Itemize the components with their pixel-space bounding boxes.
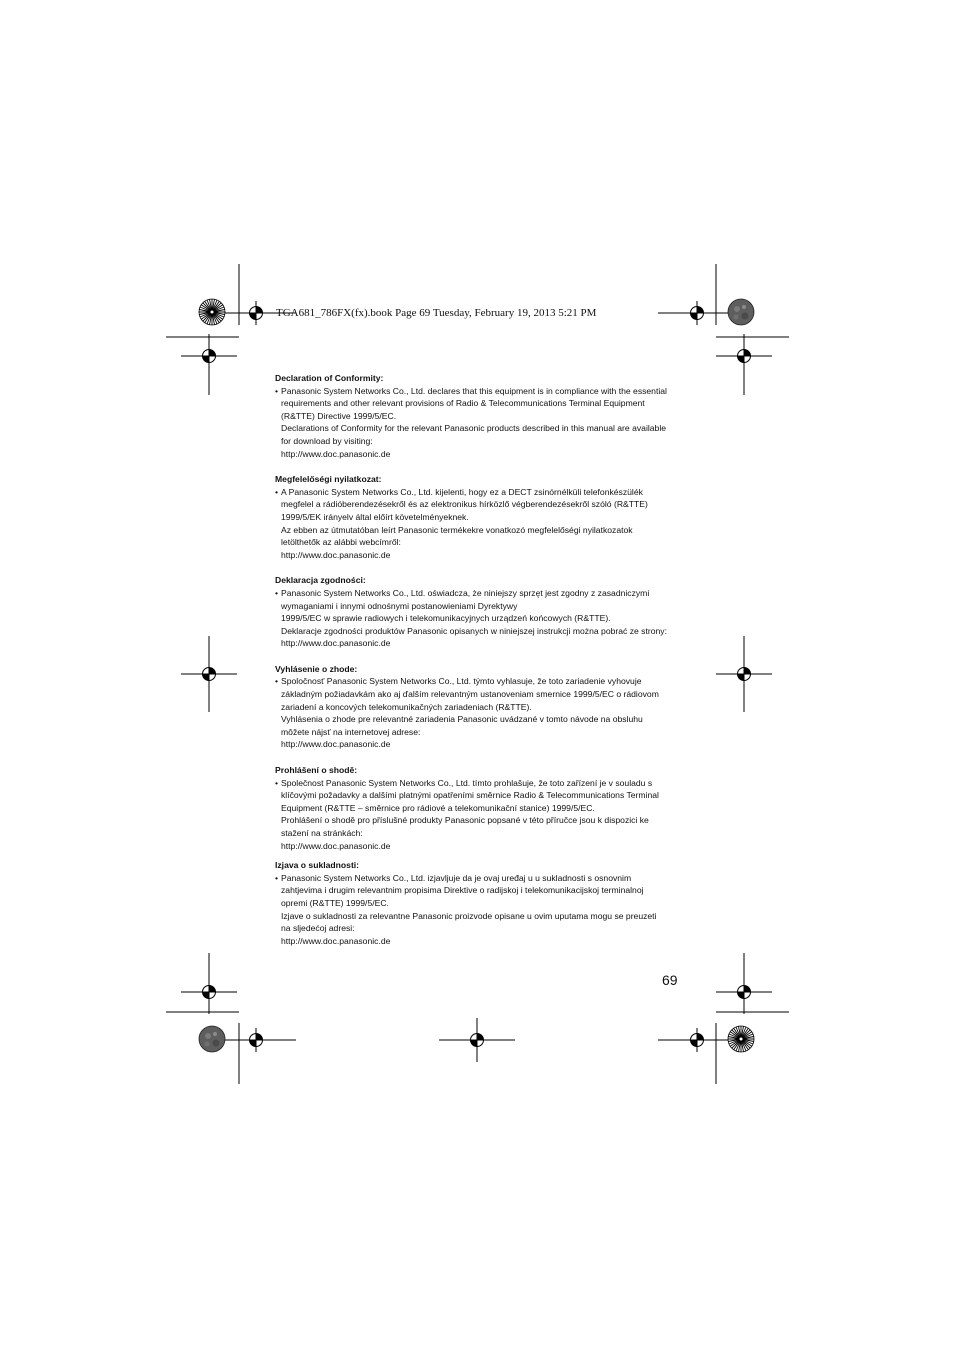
- bullet-marker: •: [275, 872, 279, 883]
- section-title: Megfelelőségi nyilatkozat:: [275, 474, 382, 485]
- section-prohlaseni-o-shode: [275, 764, 683, 852]
- bullet-marker: •: [275, 777, 279, 788]
- text-line: môžete nájsť na internetovej adrese:: [281, 726, 421, 737]
- bullet-marker: •: [275, 587, 279, 598]
- url-text: http://www.doc.panasonic.de: [281, 935, 391, 946]
- bullet-item: [275, 587, 683, 650]
- section-title: Vyhlásenie o zhode:: [275, 663, 358, 674]
- text-line: Společnost Panasonic System Networks Co., Ltd. tímto prohlašuje, že toto zařízení je v souladu s: [281, 777, 653, 788]
- bullet-item: [275, 675, 683, 751]
- section-megfelelosegi-nyilatkozat: [275, 473, 683, 561]
- text-line: requirements and other relevant provisions of Radio & Telecommunications Terminal Equipment: [281, 398, 645, 409]
- text-line: Prohlášení o shodě pro příslušné produkty Panasonic popsané v této příručce jsou k dispozici ke: [281, 815, 649, 826]
- section-deklaracja-zgodnosci: [275, 574, 683, 650]
- section-vyhlasenie-o-zhode: [275, 663, 683, 751]
- bullet-item: [275, 486, 683, 562]
- bullet-item: [275, 777, 683, 853]
- text-line: základným požiadavkám ako aj ďalším relevantným ustanoveniam smernice 1999/5/EC o rádiovom: [281, 689, 659, 700]
- section-declaration-of-conformity: [275, 372, 683, 460]
- text-line: na sljedećoj adresi:: [281, 923, 355, 934]
- text-line: A Panasonic System Networks Co., Ltd. kijelenti, hogy ez a DECT zsinórnélküli telefonkészülék: [281, 486, 643, 497]
- declarations-content: [275, 372, 683, 947]
- url-text: http://www.doc.panasonic.de: [281, 448, 391, 459]
- text-line: Vyhlásenia o zhode pre relevantné zariadenia Panasonic uvádzané v tomto návode na obsluhu: [281, 714, 643, 725]
- text-line: Spoločnosť Panasonic System Networks Co., Ltd. týmto vyhlasuje, že toto zariadenie vyhovuje: [281, 676, 642, 687]
- text-line: klíčovými požadavky a dalšími platnými opatřeními směrnice Radio & Telecommunications Terminal: [281, 790, 659, 801]
- section-title: Izjava o sukladnosti:: [275, 860, 360, 871]
- url-text: http://www.doc.panasonic.de: [281, 549, 391, 560]
- bullet-marker: •: [275, 385, 279, 396]
- bullet-marker: •: [275, 676, 279, 687]
- text-line: opremi (R&TTE) 1999/5/EC.: [281, 897, 389, 908]
- section-title: Prohlášení o shodě:: [275, 765, 358, 776]
- text-line: Declarations of Conformity for the relevant Panasonic products described in this manual are available: [281, 423, 667, 434]
- print-file-info: TGA681_786FX(fx).book Page 69 Tuesday, February 19, 2013 5:21 PM: [276, 307, 597, 319]
- section-title: Declaration of Conformity:: [275, 373, 384, 383]
- text-line: Equipment (R&TTE – směrnice pro rádiové a telekomunikační stanice) 1999/5/EC.: [281, 802, 595, 813]
- text-line: stažení na stránkách:: [281, 828, 363, 838]
- text-line: zariadení a koncových telekomunikačných zariadeniach (R&TTE).: [281, 701, 532, 712]
- text-line: (R&TTE) Directive 1999/5/EC.: [281, 410, 397, 421]
- bullet-marker: •: [275, 486, 279, 497]
- text-line: Panasonic System Networks Co., Ltd. oświadcza, że niniejszy sprzęt jest zgodny z zasadniczymi: [281, 587, 650, 598]
- text-line: wymaganiami i innymi odnośnymi postanowieniami Dyrektywy: [281, 600, 518, 611]
- text-line: 1999/5/EC w sprawie radiowych i telekomunikacyjnych urządzeń końcowych (R&TTE).: [281, 613, 611, 624]
- text-line: letölthetők az alábbi webcímről:: [281, 537, 401, 548]
- text-line: 1999/5/EK irányelv által előírt követelményeknek.: [281, 511, 469, 522]
- text-line: megfelel a rádióberendezésekről és az elektronikus hírközlő végberendezésekről szóló (R&TTE): [281, 499, 648, 510]
- bullet-item: [275, 872, 683, 948]
- text-line: Izjave o sukladnosti za relevantne Panasonic proizvode opisane u ovim uputama mogu se preuzeti: [281, 910, 657, 921]
- text-line: for download by visiting:: [281, 435, 373, 446]
- bullet-item: [275, 385, 683, 461]
- section-izjava-o-sukladnosti: [275, 859, 683, 947]
- section-title: Deklaracja zgodności:: [275, 575, 366, 586]
- url-text: http://www.doc.panasonic.de: [281, 840, 391, 851]
- text-line: Panasonic System Networks Co., Ltd. izjavljuje da je ovaj uređaj u u sukladnosti s osnovnim: [281, 872, 632, 883]
- text-line: Az ebben az útmutatóban leírt Panasonic termékekre vonatkozó megfelelőségi nyilatkozatok: [281, 524, 633, 535]
- url-text: http://www.doc.panasonic.de: [281, 638, 391, 649]
- text-line: zahtjevima i drugim relevantnim propisima Direktive o radijskoj i telekomunikacijskoj terminalnoj: [281, 885, 644, 896]
- text-line: Deklaracje zgodności produktów Panasonic opisanych w niniejszej instrukcji można pobrać ze strony:: [281, 625, 667, 636]
- page-number: 69: [662, 972, 678, 988]
- url-text: http://www.doc.panasonic.de: [281, 739, 391, 750]
- text-line: Panasonic System Networks Co., Ltd. declares that this equipment is in compliance with the essential: [281, 385, 667, 396]
